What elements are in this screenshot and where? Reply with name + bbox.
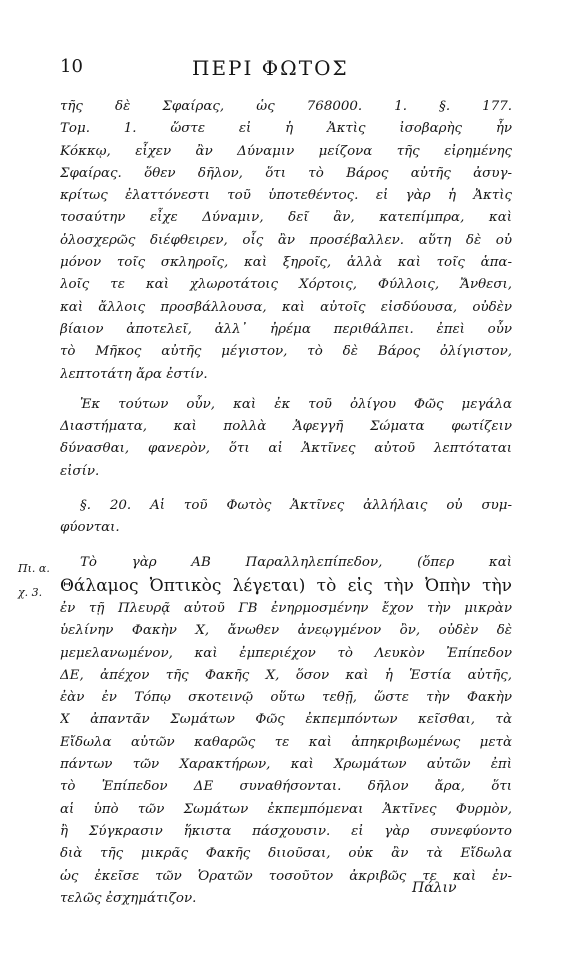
- text-line: λεπτοτάτη ἄρα ἐστίν.: [60, 366, 208, 382]
- text-line: μεμελανωμένον, καὶ ἐμπεριέχον τὸ Λευκὸν Ἐπίπεδον: [60, 645, 512, 661]
- text-line: Ἐκ τούτων οὖν, καὶ ἐκ τοῦ ὀλίγου Φῶς μεγάλα: [80, 396, 512, 412]
- text-line: ἢ Σύγκρασιν ἥκιστα πάσχουσιν. εἰ γὰρ συνεφύοντο: [60, 823, 512, 839]
- text-line: Διαστήματα, καὶ πολλὰ Ἀφεγγῆ Σώματα φωτίζειν: [60, 419, 512, 435]
- text-line: Εἴδωλα αὐτῶν καθαρῶς τε καὶ ἀπηκριβωμένως μετὰ: [60, 734, 512, 750]
- page-number: 10: [60, 56, 83, 77]
- margin-note: Πι. α.: [18, 562, 50, 575]
- section-heading: §. 20. Αἱ τοῦ Φωτὸς Ἀκτῖνες ἀλλήλαις οὐ συμ-: [80, 498, 512, 514]
- text-line: Σφαίρας. ὅθεν δῆλον, ὅτι τὸ Βάρος αὐτῆς ἀσυγ-: [60, 165, 512, 181]
- text-line: τὸ Μῆκος αὐτῆς μέγιστον, τὸ δὲ Βάρος ὀλίγιστον,: [60, 344, 512, 360]
- text-line: τῆς δὲ Σφαίρας, ὡς 768000. 1. §. 177.: [60, 99, 512, 114]
- text-line: διὰ τῆς μικρᾶς Φακῆς διιοῦσαι, οὐκ ἂν τὰ Εἴδωλα: [60, 846, 512, 862]
- text-line: πάντων τῶν Χαρακτήρων, καὶ Χρωμάτων αὐτῶν ἐπὶ: [60, 757, 512, 773]
- text-line: Θάλαμος Ὀπτικὸς λέγεται) τὸ εἰς τὴν Ὀπὴν τὴν: [60, 575, 512, 596]
- section-heading: φύονται.: [60, 520, 120, 536]
- page-header: [0, 56, 567, 86]
- text-line: Τὸ γὰρ ΑΒ Παραλληλεπίπεδον, (ὅπερ καὶ: [80, 554, 512, 570]
- text-line: ἐὰν ἐν Τόπῳ σκοτεινῷ οὕτω τεθῇ, ὥστε τὴν Φακὴν: [60, 690, 512, 706]
- text-line: Κόκκῳ, εἶχεν ἂν Δύναμιν μείζονα τῆς εἰρημένης: [60, 143, 512, 159]
- text-line: τελῶς ἐσχημάτιζον.: [60, 890, 197, 906]
- text-line: ὡς ἐκεῖσε τῶν Ὁρατῶν τοσοῦτον ἀκριβῶς τε καὶ ἐν-: [60, 868, 512, 884]
- catchword: Πάλιν: [412, 880, 457, 896]
- running-title: ΠΕΡΙ ΦΩΤΟΣ: [192, 56, 349, 80]
- body-text: [60, 96, 512, 910]
- text-line: ὑελίνην Φακὴν Χ, ἄνωθεν ἀνεῳγμένον ὂν, οὐδὲν δὲ: [60, 623, 512, 639]
- margin-note: χ. 3.: [18, 586, 43, 599]
- text-line: βίαιον ἀποτελεῖ, ἀλλ᾽ ἠρέμα περιθάλπει. ἐπεὶ οὖν: [60, 321, 512, 337]
- text-line: τοσαύτην εἶχε Δύναμιν, δεῖ ἂν, κατεπίμπρα, καὶ: [60, 210, 512, 226]
- text-line: εἰσίν.: [60, 463, 100, 479]
- text-line: λοῖς τε καὶ χλωροτάτοις Χόρτοις, Φύλλοις, Ἄνθεσι,: [60, 277, 512, 293]
- text-line: ΔΕ, ἀπέχον τῆς Φακῆς Χ, ὅσον καὶ ἡ Ἑστία αὐτῆς,: [60, 667, 512, 683]
- text-line: δύνασθαι, φανερὸν, ὅτι αἱ Ἀκτῖνες αὐτοῦ λεπτόταται: [60, 441, 512, 457]
- text-line: αἱ ὑπὸ τῶν Σωμάτων ἐκπεμπόμεναι Ἀκτῖνες Φυρμὸν,: [60, 801, 512, 817]
- text-line: ἐν τῇ Πλευρᾷ αὐτοῦ ΓΒ ἐνηρμοσμένην ἔχον τὴν μικρὰν: [60, 600, 512, 616]
- text-line: Χ ἀπαντᾶν Σωμάτων Φῶς ἐκπεμπόντων κεῖσθαι, τὰ: [60, 712, 512, 728]
- text-line: καὶ ἄλλοις προσβάλλουσα, καὶ αὐτοῖς εἰσδύουσα, οὐδὲν: [60, 299, 512, 315]
- text-line: κρίτως ἐλαττόνεστι τοῦ ὑποτεθέντος. εἰ γὰρ ἡ Ἀκτὶς: [60, 188, 512, 204]
- text-line: τὸ Ἐπίπεδον ΔΕ συναθήσονται. δῆλον ἄρα, ὅτι: [60, 779, 512, 795]
- text-line: ὁλοσχερῶς διέφθειρεν, οἷς ἂν προσέβαλλεν. αὕτη δὲ οὐ: [60, 232, 512, 248]
- text-line: Τομ. 1. ὥστε εἰ ἡ Ἀκτὶς ἰσοβαρὴς ἦν: [60, 121, 512, 137]
- text-line: μόνον τοῖς σκληροῖς, καὶ ξηροῖς, ἀλλὰ καὶ τοῖς ἁπα-: [60, 255, 512, 271]
